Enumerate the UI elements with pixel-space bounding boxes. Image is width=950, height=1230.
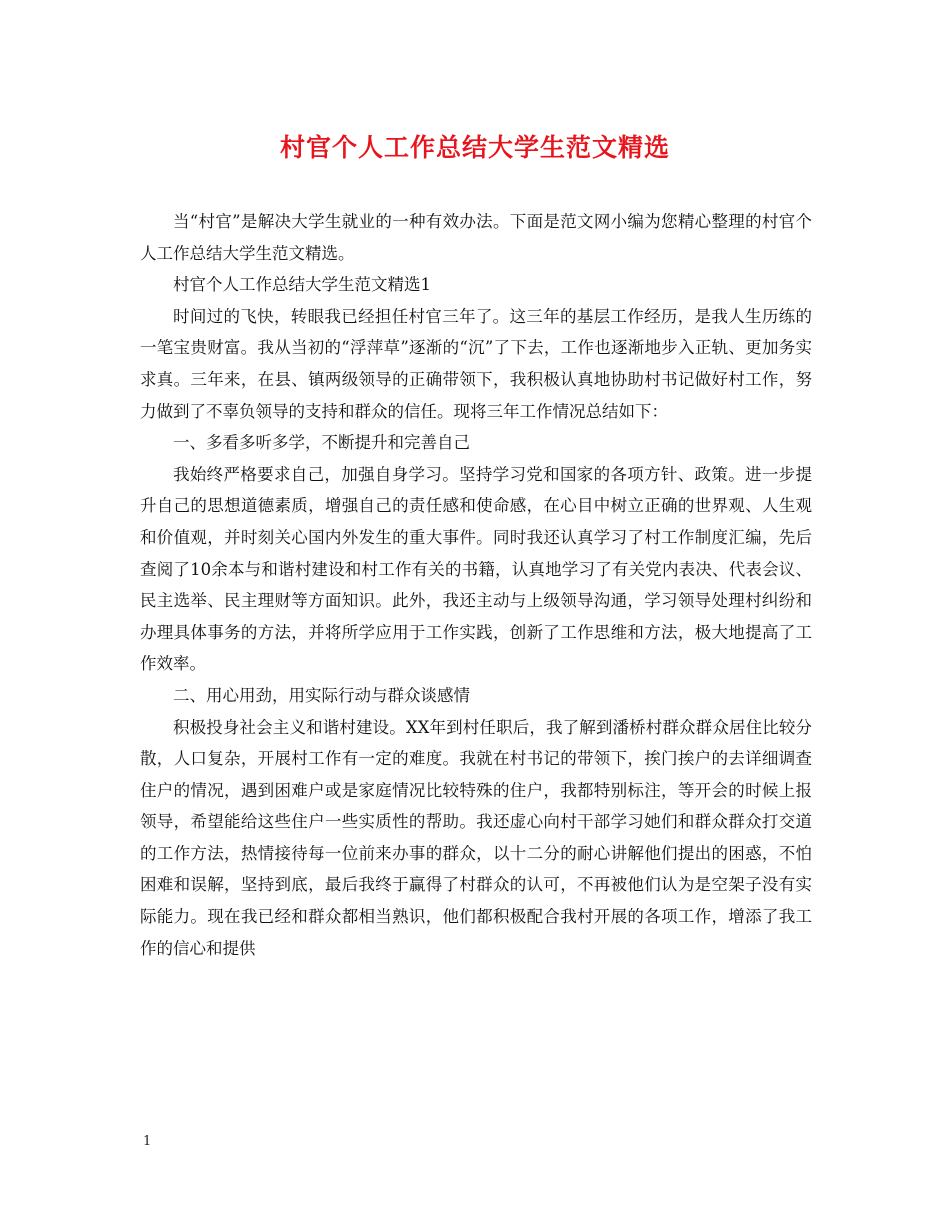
body-paragraph: 时间过的飞快，转眼我已经担任村官三年了。这三年的基层工作经历，是我人生历练的一笔宝贵财富。我从当初的“浮萍草”逐渐的“沉”了下去，工作也逐渐地步入正轨、更加务实求真。三年来，在县、镇两级领导的正确带领下，我积极认真地协助村书记做好村工作，努力做到了不辜负领导的支持和群众的信任。现将三年工作情况总结如下： — [140, 306, 812, 421]
document-title: 村官个人工作总结大学生范文精选 — [279, 133, 670, 162]
section-heading: 村官个人工作总结大学生范文精选1 — [173, 275, 431, 295]
document-body — [140, 206, 812, 964]
body-paragraph: 我始终严格要求自己，加强自身学习。坚持学习党和国家的各项方针、政策。进一步提升自己的思想道德素质，增强自己的责任感和使命感，在心目中树立正确的世界观、人生观和价值观，并时刻关心国内外发生的重大事件。同时我还认真学习了村工作制度汇编，先后查阅了10余本与和谐村建设和村工作有关的书籍，认真地学习了有关党内表决、代表会议、民主选举、民主理财等方面知识。此外，我还主动与上级领导沟通，学习领导处理村纠纷和办理具体事务的方法，并将所学应用于工作实践，创新了工作思维和方法，极大地提高了工作效率。 — [140, 464, 812, 674]
intro-paragraph: 当“村官”是解决大学生就业的一种有效办法。下面是范文网小编为您精心整理的村官个人工作总结大学生范文精选。 — [140, 212, 812, 263]
section-heading: 二、用心用劲，用实际行动与群众谈感情 — [173, 685, 470, 705]
section-heading: 一、多看多听多学，不断提升和完善自己 — [173, 433, 470, 453]
page-number: 1 — [143, 1134, 152, 1149]
body-paragraph: 积极投身社会主义和谐村建设。XX年到村任职后，我了解到潘桥村群众群众居住比较分散，人口复杂，开展村工作有一定的难度。我就在村书记的带领下，挨门挨户的去详细调查住户的情况，遇到困难户或是家庭情况比较特殊的住户，我都特别标注，等开会的时候上报领导，希望能给这些住户一些实质性的帮助。我还虚心向村干部学习她们和群众群众打交道的工作方法，热情接待每一位前来办事的群众，以十二分的耐心讲解他们提出的困惑，不怕困难和误解，坚持到底，最后我终于赢得了村群众的认可，不再被他们认为是空架子没有实际能力。现在我已经和群众都相当熟识，他们都积极配合我村开展的各项工作，增添了我工作的信心和提供 — [140, 717, 812, 958]
